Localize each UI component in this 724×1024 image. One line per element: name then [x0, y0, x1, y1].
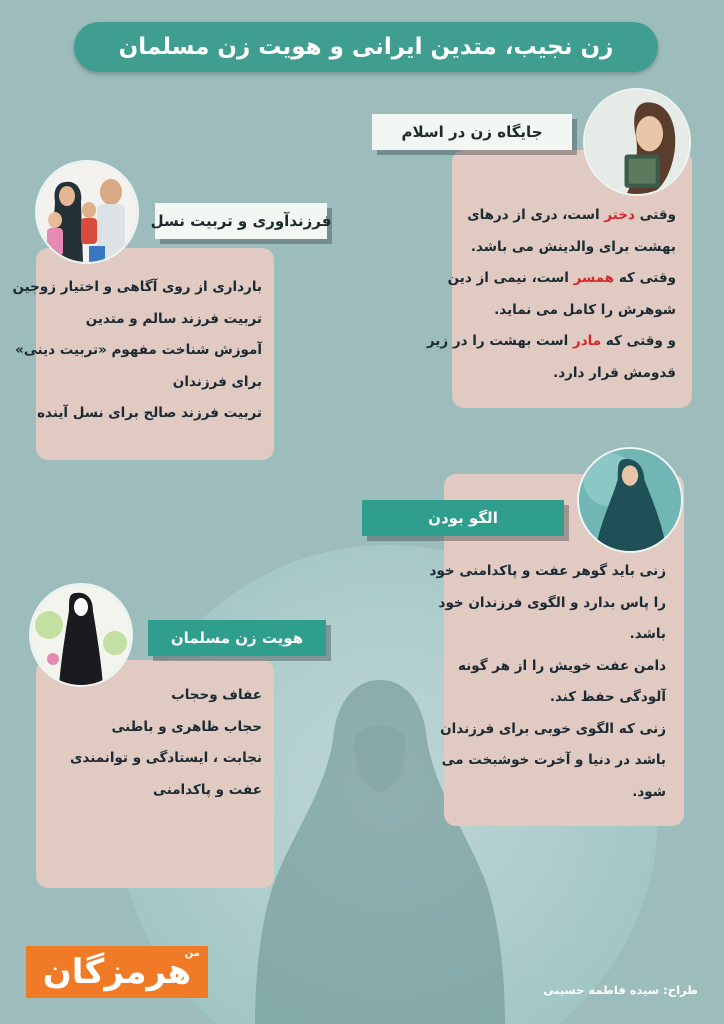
status-line: وقتی دختر است، دری از درهای	[467, 207, 676, 223]
role-model-line: زنی باید گوهر عفت و پاکدامنی خود	[429, 563, 666, 579]
woman-in-chador-photo-icon	[577, 447, 683, 553]
logo-small-text: من	[184, 948, 200, 959]
identity-line: عفاف وحجاب	[171, 687, 262, 703]
parenting-card	[12, 248, 274, 460]
status-line: شوهرش را کامل می نماید.	[494, 301, 676, 318]
parenting-heading: فرزندآوری و تربیت نسل	[155, 203, 327, 239]
role-model-line: زنی که الگوی خوبی برای فرزندان	[440, 720, 666, 737]
parenting-line: تربیت فرزند صالح برای نسل آینده	[37, 405, 262, 421]
status-line: و وقتی که مادر است بهشت را در زیر	[426, 333, 676, 349]
status-line: قدومش قرار دارد.	[553, 364, 676, 381]
logo-text: هرمزگان	[42, 952, 192, 992]
hijab-illustration-icon	[29, 583, 133, 687]
identity-card	[36, 660, 274, 888]
status-heading: جایگاه زن در اسلام	[372, 114, 572, 150]
status-line: وقتی که همسر است، نیمی از دین	[447, 270, 676, 286]
role-model-line: باشد.	[629, 626, 666, 642]
role-model-line: باشد در دنیا و آخرت خوشبخت می	[441, 752, 666, 768]
role-model-line: را پاس بدارد و الگوی فرزندان خود	[438, 594, 666, 611]
role-model-line: دامن عفت خویش را از هر گونه	[458, 657, 666, 674]
identity-line: عفت و پاکدامنی	[153, 781, 262, 798]
parenting-line: تربیت فرزند سالم و متدین	[85, 310, 262, 327]
family-photo-icon	[35, 160, 139, 264]
role-model-heading: الگو بودن	[362, 500, 564, 536]
role-model-line: شود.	[632, 783, 666, 800]
parenting-line: آموزش شناخت مفهوم «تربیت دینی»	[15, 342, 262, 358]
hormozgan-logo	[26, 946, 208, 998]
designer-credit: طراح: سیده فاطمه حسینی	[543, 983, 698, 997]
status-line: بهشت برای والدینش می باشد.	[470, 238, 676, 255]
identity-line: حجاب ظاهری و باطنی	[111, 718, 262, 735]
page-title: زن نجیب، متدین ایرانی و هویت زن مسلمان	[74, 22, 658, 72]
parenting-line: برای فرزندان	[172, 373, 262, 390]
role-model-line: آلودگی حفظ کند.	[549, 689, 666, 705]
parenting-line: بارداری از روی آگاهی و اختیار زوجین	[12, 279, 262, 295]
identity-line: نجابت ، ایستادگی و توانمندی	[70, 750, 262, 766]
identity-heading: هویت زن مسلمان	[148, 620, 326, 656]
woman-reading-quran-photo-icon	[583, 88, 691, 196]
